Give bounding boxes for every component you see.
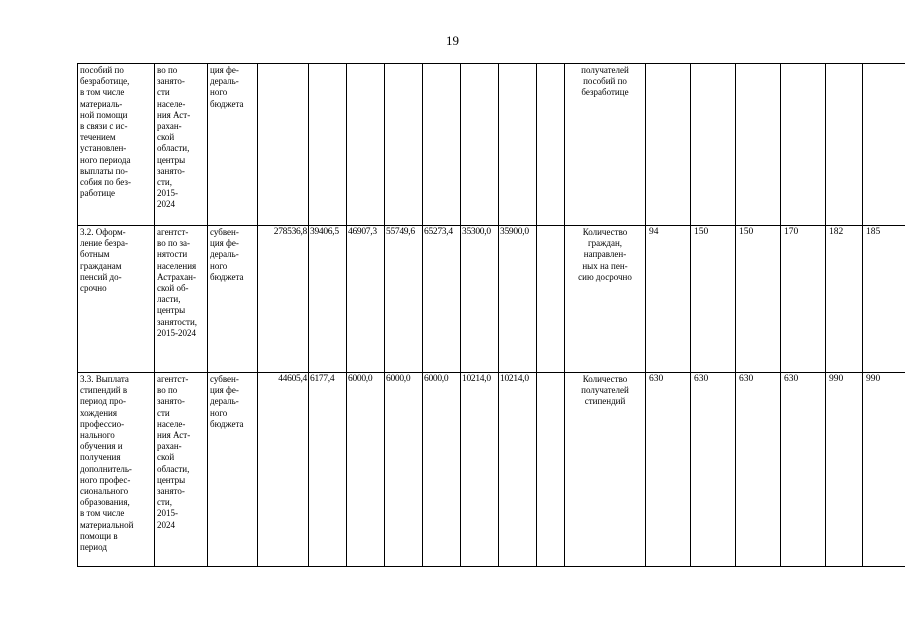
- executor-cell-line: ласти,: [157, 294, 181, 305]
- indicator-cell-line: Количество: [582, 374, 628, 384]
- executor-cell-line: 2015-: [157, 188, 178, 199]
- funding-source-cell: [208, 226, 258, 373]
- activity-name-cell-line: гражданам: [80, 260, 122, 271]
- table-row: [78, 373, 905, 567]
- activity-name-cell-line: ной помощи: [80, 109, 128, 120]
- amount-cell: [423, 64, 461, 226]
- indicator-cell-line: граждан,: [587, 238, 623, 249]
- executor-cell-line: области,: [157, 463, 190, 474]
- activity-name-cell-line: материальной: [80, 519, 134, 530]
- target-value-cell: [736, 64, 781, 226]
- funding-source-cell-line: ного: [210, 260, 228, 271]
- funding-source-cell-line: дераль-: [210, 76, 239, 87]
- executor-cell-line: населения: [157, 260, 197, 271]
- amount-cell: 6000,0: [423, 373, 461, 567]
- activity-name-cell-line: стипендий в: [80, 385, 128, 396]
- executor-cell-line: агентст-: [157, 227, 189, 237]
- amount-cell: 44605,4: [258, 373, 309, 567]
- target-value-cell: 630: [691, 373, 736, 567]
- amount-cell: 10214,0: [499, 373, 537, 567]
- activity-name-cell-line: ного периода: [80, 154, 131, 165]
- target-value-cell: 170: [781, 226, 826, 373]
- table-row: [78, 64, 905, 226]
- activity-name-cell: [78, 226, 155, 373]
- activity-name-cell-line: хождения: [80, 407, 117, 418]
- target-value-cell: [863, 64, 905, 226]
- amount-cell: 46907,3: [347, 226, 385, 373]
- executor-cell-line: центры: [157, 474, 186, 485]
- activity-name-cell-line: безработице,: [80, 76, 130, 87]
- indicator-cell: [565, 226, 646, 373]
- activity-name-cell-line: пенсий до-: [80, 271, 122, 282]
- executor-cell: [155, 226, 208, 373]
- executor-cell-line: сти: [157, 87, 170, 98]
- activity-name-cell-line: материаль-: [80, 98, 123, 109]
- indicator-cell: [565, 64, 646, 226]
- target-value-cell: [826, 64, 863, 226]
- funding-source-cell-line: ция фе-: [210, 385, 239, 396]
- activity-name-cell-line: выплаты по-: [80, 165, 128, 176]
- executor-cell-line: во по за-: [157, 238, 191, 249]
- activity-name-cell-line: установлен-: [80, 143, 127, 154]
- activity-name-cell-line: профессио-: [80, 418, 125, 429]
- activity-name-cell-line: ление безра-: [80, 238, 128, 249]
- executor-cell-line: ской: [157, 132, 175, 143]
- funding-source-cell-line: ного: [210, 407, 228, 418]
- executor-cell-line: 2015-2024: [157, 327, 196, 338]
- executor-cell-line: ской об-: [157, 283, 189, 294]
- executor-cell-line: 2015-: [157, 508, 178, 519]
- amount-cell: 35900,0: [499, 226, 537, 373]
- amount-cell: [537, 64, 565, 226]
- executor-cell-line: рахан-: [157, 441, 182, 452]
- executor-cell-line: ской: [157, 452, 175, 463]
- target-value-cell: 630: [781, 373, 826, 567]
- executor-cell-line: 2024: [157, 199, 175, 210]
- activity-name-cell-line: 3.2. Оформ-: [80, 227, 126, 237]
- target-value-cell: 630: [736, 373, 781, 567]
- target-value-cell: 630: [646, 373, 691, 567]
- funding-source-cell-line: ного: [210, 87, 228, 98]
- programme-table: [77, 63, 905, 567]
- target-value-cell: 94: [646, 226, 691, 373]
- activity-name-cell-line: получения: [80, 452, 121, 463]
- executor-cell-line: занято-: [157, 165, 185, 176]
- target-value-cell: 185: [863, 226, 905, 373]
- amount-cell: [258, 64, 309, 226]
- executor-cell-line: занято-: [157, 486, 185, 497]
- table-row: [78, 226, 905, 373]
- amount-cell: 39406,5: [309, 226, 347, 373]
- executor-cell-line: во по: [157, 385, 178, 396]
- indicator-cell-line: безработице: [581, 87, 629, 98]
- activity-name-cell-line: ного профес-: [80, 474, 131, 485]
- amount-cell: 6000,0: [347, 373, 385, 567]
- executor-cell-line: занято-: [157, 396, 185, 407]
- amount-cell: [385, 64, 423, 226]
- executor-cell-line: центры: [157, 305, 186, 316]
- indicator-cell-line: получателей: [581, 385, 629, 396]
- activity-name-cell-line: сионального: [80, 486, 129, 497]
- funding-source-cell-line: ция фе-: [210, 65, 239, 75]
- amount-cell: [309, 64, 347, 226]
- amount-cell: 10214,0: [461, 373, 499, 567]
- activity-name-cell-line: в том числе: [80, 508, 125, 519]
- activity-name-cell-line: дополнитель-: [80, 463, 132, 474]
- activity-name-cell-line: помощи в: [80, 530, 118, 541]
- activity-name-cell-line: собия по без-: [80, 177, 131, 188]
- executor-cell-line: ния Аст-: [157, 109, 191, 120]
- executor-cell-line: сти,: [157, 177, 172, 188]
- funding-source-cell-line: дераль-: [210, 249, 239, 260]
- activity-name-cell-line: в связи с ис-: [80, 121, 128, 132]
- activity-name-cell-line: в том числе: [80, 87, 125, 98]
- executor-cell-line: центры: [157, 154, 186, 165]
- target-value-cell: [646, 64, 691, 226]
- amount-cell: 6000,0: [385, 373, 423, 567]
- indicator-cell-line: стипендий: [584, 396, 626, 407]
- page-number: 19: [446, 33, 459, 48]
- amount-cell: 6177,4: [309, 373, 347, 567]
- indicator-cell-line: пособий по: [583, 76, 627, 87]
- activity-name-cell: [78, 64, 155, 226]
- amount-cell: 278536,8: [258, 226, 309, 373]
- executor-cell-line: во по: [157, 65, 178, 75]
- amount-cell: [537, 373, 565, 567]
- indicator-cell-line: получателей: [581, 65, 629, 75]
- funding-source-cell: [208, 64, 258, 226]
- activity-name-cell-line: срочно: [80, 283, 107, 294]
- executor-cell-line: населе-: [157, 98, 186, 109]
- target-value-cell: 990: [826, 373, 863, 567]
- amount-cell: [499, 64, 537, 226]
- executor-cell: [155, 64, 208, 226]
- target-value-cell: [691, 64, 736, 226]
- funding-source-cell: [208, 373, 258, 567]
- activity-name-cell-line: течением: [80, 132, 116, 143]
- funding-source-cell-line: дераль-: [210, 396, 239, 407]
- executor-cell-line: населе-: [157, 418, 186, 429]
- activity-name-cell-line: период про-: [80, 396, 127, 407]
- indicator-cell-line: ных на пен-: [582, 260, 628, 271]
- amount-cell: [347, 64, 385, 226]
- activity-name-cell-line: нального: [80, 430, 115, 441]
- executor-cell-line: области,: [157, 143, 190, 154]
- executor-cell-line: агентст-: [157, 374, 189, 384]
- executor-cell-line: сти: [157, 407, 170, 418]
- amount-cell: 55749,6: [385, 226, 423, 373]
- activity-name-cell: [78, 373, 155, 567]
- target-value-cell: 990: [863, 373, 905, 567]
- activity-name-cell-line: ботным: [80, 249, 110, 260]
- executor-cell-line: занято-: [157, 76, 185, 87]
- executor-cell-line: сти,: [157, 497, 172, 508]
- activity-name-cell-line: обучения и: [80, 441, 123, 452]
- funding-source-cell-line: субвен-: [210, 374, 239, 384]
- executor-cell-line: нятости: [157, 249, 188, 260]
- executor-cell-line: рахан-: [157, 121, 182, 132]
- activity-name-cell-line: образования,: [80, 497, 130, 508]
- target-value-cell: 150: [691, 226, 736, 373]
- target-value-cell: [781, 64, 826, 226]
- executor-cell-line: занятости,: [157, 316, 198, 327]
- funding-source-cell-line: субвен-: [210, 227, 239, 237]
- amount-cell: 65273,4: [423, 226, 461, 373]
- indicator-cell-line: направлен-: [583, 249, 627, 260]
- indicator-cell: [565, 373, 646, 567]
- amount-cell: [461, 64, 499, 226]
- amount-cell: 35300,0: [461, 226, 499, 373]
- activity-name-cell-line: 3.3. Выплата: [80, 374, 129, 384]
- funding-source-cell-line: бюджета: [210, 98, 244, 109]
- indicator-cell-line: Количество: [582, 227, 628, 237]
- target-value-cell: 182: [826, 226, 863, 373]
- target-value-cell: 150: [736, 226, 781, 373]
- funding-source-cell-line: ция фе-: [210, 238, 239, 249]
- executor-cell: [155, 373, 208, 567]
- executor-cell-line: 2024: [157, 519, 175, 530]
- activity-name-cell-line: период: [80, 542, 107, 553]
- activity-name-cell-line: пособий по: [80, 65, 124, 75]
- activity-name-cell-line: работице: [80, 188, 116, 199]
- indicator-cell-line: сию досрочно: [578, 271, 632, 282]
- funding-source-cell-line: бюджета: [210, 418, 244, 429]
- funding-source-cell-line: бюджета: [210, 271, 244, 282]
- executor-cell-line: Астрахан-: [157, 271, 196, 282]
- executor-cell-line: ния Аст-: [157, 430, 191, 441]
- amount-cell: [537, 226, 565, 373]
